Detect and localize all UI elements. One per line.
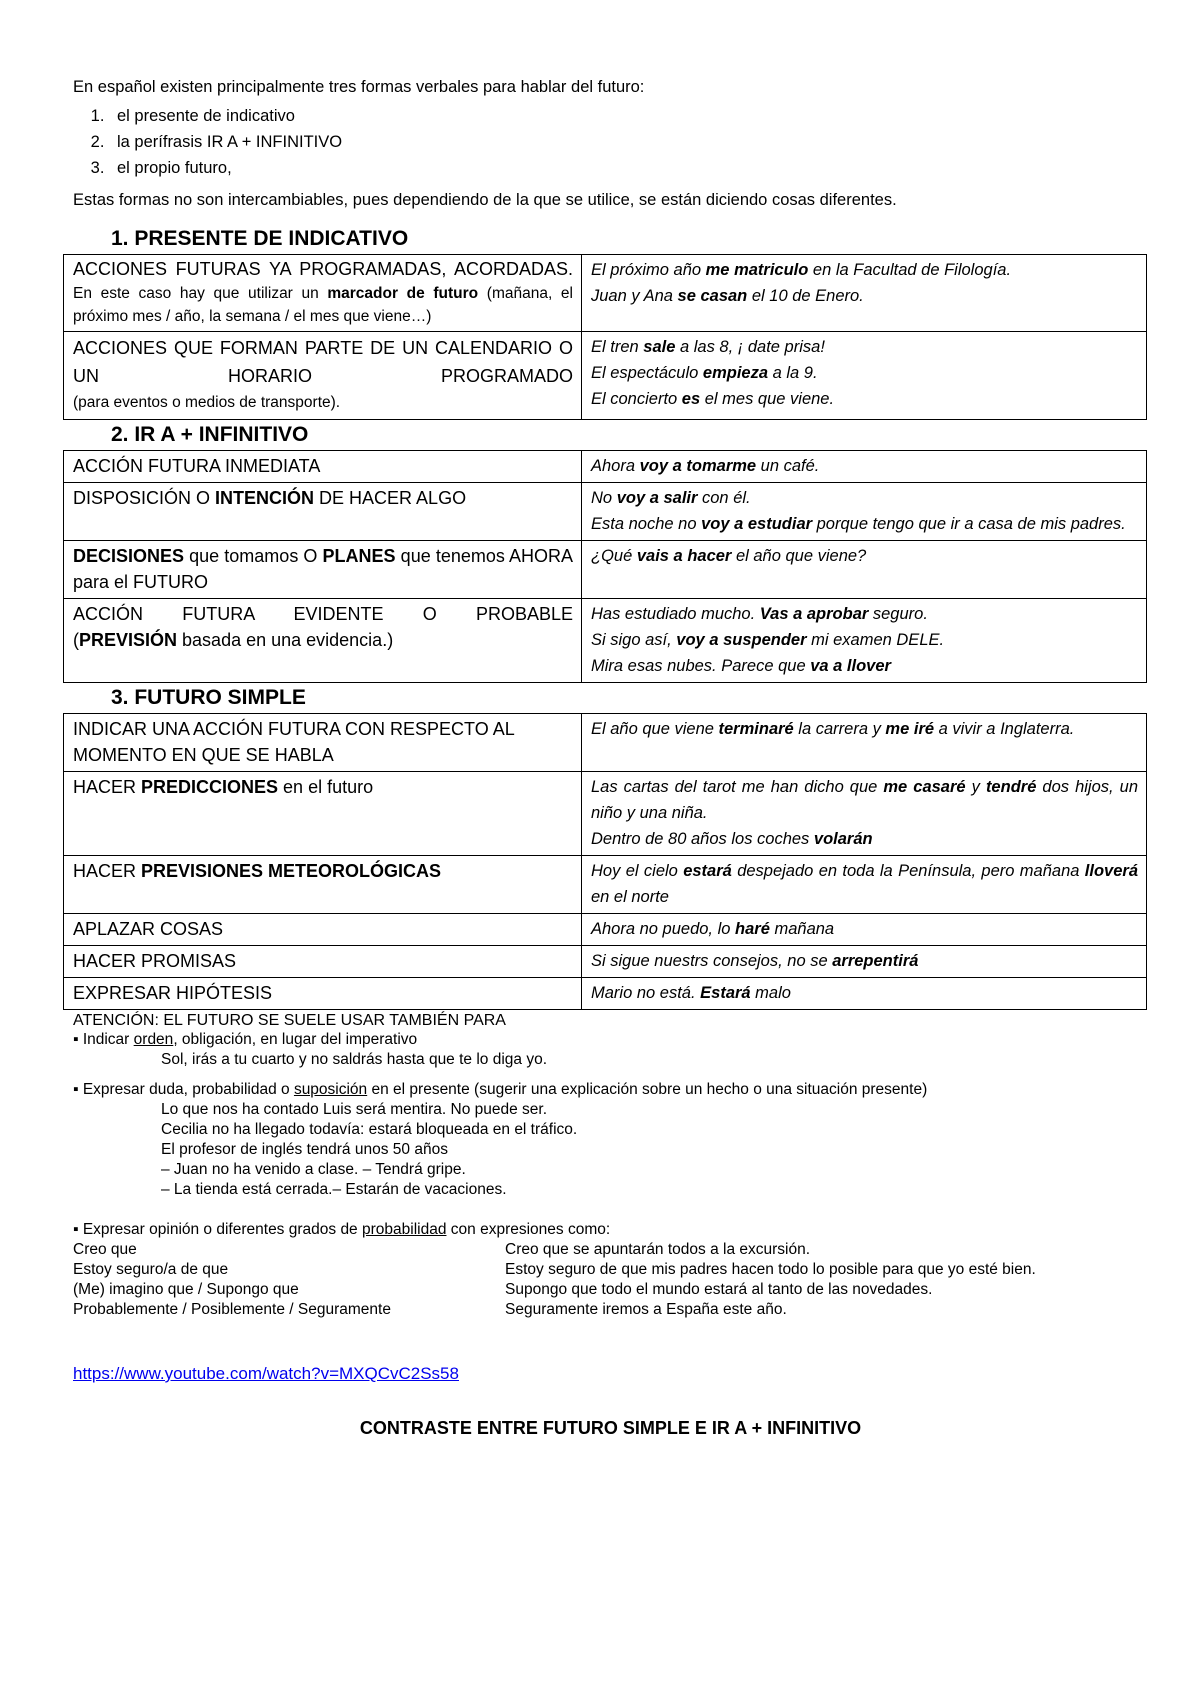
opinion-example: Supongo que todo el mundo estará al tanto de las novedades. <box>505 1281 933 1298</box>
table-cell-usage <box>64 599 582 683</box>
table-cell-usage: HACER PREDICCIONES en el futuro <box>64 772 582 856</box>
usage-note: (para eventos o medios de transporte). <box>73 394 341 411</box>
opinion-expression: (Me) imagino que / Supongo que <box>73 1281 299 1298</box>
section-title-ir-a: 2. IR A + INFINITIVO <box>111 423 309 446</box>
table-row <box>64 451 1147 483</box>
table-cell-usage: DISPOSICIÓN O INTENCIÓN DE HACER ALGO <box>64 483 582 541</box>
example-line: Dentro de 80 años los coches volarán <box>591 830 873 848</box>
intro-note: Estas formas no son intercambiables, pues dependiendo de la que se utilice, se están diciendo cosas diferentes. <box>73 191 897 209</box>
bullet-item: ▪ Expresar duda, probabilidad o suposición en el presente (sugerir una explicación sobre un hecho o una situación presente) <box>73 1081 928 1098</box>
example-line: El espectáculo empieza a la 9. <box>591 364 818 382</box>
table-cell-usage <box>64 255 582 332</box>
table-cell-examples: Mario no está. Estará malo <box>582 978 1147 1010</box>
example-line: Esta noche no voy a estudiar porque tengo que ir a casa de mis padres. <box>591 515 1126 533</box>
table-cell-usage: INDICAR UNA ACCIÓN FUTURA CON RESPECTO AL MOMENTO EN QUE SE HABLA <box>64 714 582 772</box>
table-cell-usage: EXPRESAR HIPÓTESIS <box>64 978 582 1010</box>
verb-forms-list <box>73 103 1148 181</box>
table-cell-examples: Si sigue nuestrs consejos, no se arrepentirá <box>582 946 1147 978</box>
youtube-link[interactable]: https://www.youtube.com/watch?v=MXQCvC2Ss58 <box>73 1364 459 1383</box>
bullet-item: ▪ Indicar orden, obligación, en lugar del imperativo <box>73 1031 418 1048</box>
opinion-example: Seguramente iremos a España este año. <box>505 1301 787 1318</box>
list-item: 2. la perífrasis IR A + INFINITIVO <box>109 129 1148 155</box>
list-item: 3. el propio futuro, <box>109 155 1148 181</box>
table-row <box>64 914 1147 946</box>
table-cell-usage: HACER PREVISIONES METEOROLÓGICAS <box>64 856 582 914</box>
table-row <box>64 599 1147 683</box>
example-line: Si sigo así, voy a suspender mi examen DELE. <box>591 631 945 649</box>
example-line: Mira esas nubes. Parece que va a llover <box>591 657 891 675</box>
usage-note: (PREVISIÓN basada en una evidencia.) <box>73 630 394 650</box>
table-cell-examples <box>582 332 1147 420</box>
table-ir-a <box>63 450 1147 683</box>
table-cell-examples <box>582 772 1147 856</box>
example-line: El próximo año me matriculo en la Facultad de Filología. <box>591 261 1012 279</box>
table-row <box>64 772 1147 856</box>
table-cell-usage <box>64 332 582 420</box>
table-cell-usage: ACCIÓN FUTURA INMEDIATA <box>64 451 582 483</box>
example-line: Sol, irás a tu cuarto y no saldrás hasta que te lo diga yo. <box>161 1051 548 1068</box>
table-cell-usage: APLAZAR COSAS <box>64 914 582 946</box>
section-title-presente: 1. PRESENTE DE INDICATIVO <box>111 227 409 250</box>
bullet-item: ▪ Expresar opinión o diferentes grados de probabilidad con expresiones como: <box>73 1221 611 1238</box>
example-line: El tren sale a las 8, ¡ date prisa! <box>591 338 825 356</box>
list-item: 1. el presente de indicativo <box>109 103 1148 129</box>
intro-text: En español existen principalmente tres formas verbales para hablar del futuro: <box>73 78 645 96</box>
example-line: Juan y Ana se casan el 10 de Enero. <box>591 287 864 305</box>
table-row <box>64 714 1147 772</box>
table-row <box>64 483 1147 541</box>
link-row <box>73 1364 1148 1384</box>
example-line: Lo que nos ha contado Luis será mentira. No puede ser. <box>161 1101 548 1118</box>
opinion-expressions <box>73 1240 1148 1320</box>
table-cell-usage: DECISIONES que tomamos O PLANES que tenemos AHORA para el FUTURO <box>64 541 582 599</box>
table-cell-examples: Hoy el cielo estará despejado en toda la Península, pero mañana lloverá en el norte <box>582 856 1147 914</box>
table-cell-examples <box>582 599 1147 683</box>
usage-title: ACCIONES QUE FORMAN PARTE DE UN CALENDARIO O UN HORARIO PROGRAMADO <box>73 338 573 386</box>
table-cell-examples <box>582 255 1147 332</box>
table-cell-examples <box>582 483 1147 541</box>
example-line: Las cartas del tarot me han dicho que me casaré y tendré dos hijos, un niño y una niña. <box>591 778 1138 822</box>
example-line: El profesor de inglés tendrá unos 50 años <box>161 1141 448 1158</box>
table-presente <box>63 254 1147 420</box>
table-row <box>64 255 1147 332</box>
bullet-icon: ▪ <box>73 1221 83 1238</box>
table-cell-examples: ¿Qué vais a hacer el año que viene? <box>582 541 1147 599</box>
attention-title: ATENCIÓN: EL FUTURO SE SUELE USAR TAMBIÉN PARA <box>73 1012 506 1029</box>
usage-title: ACCIÓN FUTURA EVIDENTE O PROBABLE <box>73 604 573 624</box>
example-line: No voy a salir con él. <box>591 489 751 507</box>
section-title-futuro: 3. FUTURO SIMPLE <box>111 686 306 709</box>
opinion-example: Estoy seguro de que mis padres hacen todo lo posible para que yo esté bien. <box>505 1261 1036 1278</box>
table-cell-usage: HACER PROMISAS <box>64 946 582 978</box>
example-line: – Juan no ha venido a clase. – Tendrá gripe. <box>161 1161 466 1178</box>
table-futuro <box>63 713 1147 1010</box>
opinion-example: Creo que se apuntarán todos a la excursión. <box>505 1241 811 1258</box>
example-line: El concierto es el mes que viene. <box>591 390 835 408</box>
table-cell-examples: Ahora voy a tomarme un café. <box>582 451 1147 483</box>
usage-note: En este caso hay que utilizar un marcador de futuro (mañana, el próximo mes / año, la semana / el mes que viene…) <box>73 285 573 325</box>
table-row <box>64 978 1147 1010</box>
bullet-icon: ▪ <box>73 1031 83 1048</box>
table-row <box>64 332 1147 420</box>
bullet-icon: ▪ <box>73 1081 83 1098</box>
opinion-expression: Estoy seguro/a de que <box>73 1261 229 1278</box>
table-row <box>64 946 1147 978</box>
table-row <box>64 541 1147 599</box>
example-line: Cecilia no ha llegado todavía: estará bloqueada en el tráfico. <box>161 1121 578 1138</box>
document-body <box>73 78 1148 1439</box>
opinion-expression: Creo que <box>73 1241 137 1258</box>
opinion-expression: Probablemente / Posiblemente / Seguramente <box>73 1301 391 1318</box>
table-cell-examples: Ahora no puedo, lo haré mañana <box>582 914 1147 946</box>
table-cell-examples: El año que viene terminaré la carrera y me iré a vivir a Inglaterra. <box>582 714 1147 772</box>
usage-title: ACCIONES FUTURAS YA PROGRAMADAS, ACORDADAS. <box>73 259 573 279</box>
table-row <box>64 856 1147 914</box>
example-line: Has estudiado mucho. Vas a aprobar seguro. <box>591 605 928 623</box>
final-title: CONTRASTE ENTRE FUTURO SIMPLE E IR A + INFINITIVO <box>359 1418 862 1438</box>
example-line: – La tienda está cerrada.– Estarán de vacaciones. <box>161 1181 507 1198</box>
